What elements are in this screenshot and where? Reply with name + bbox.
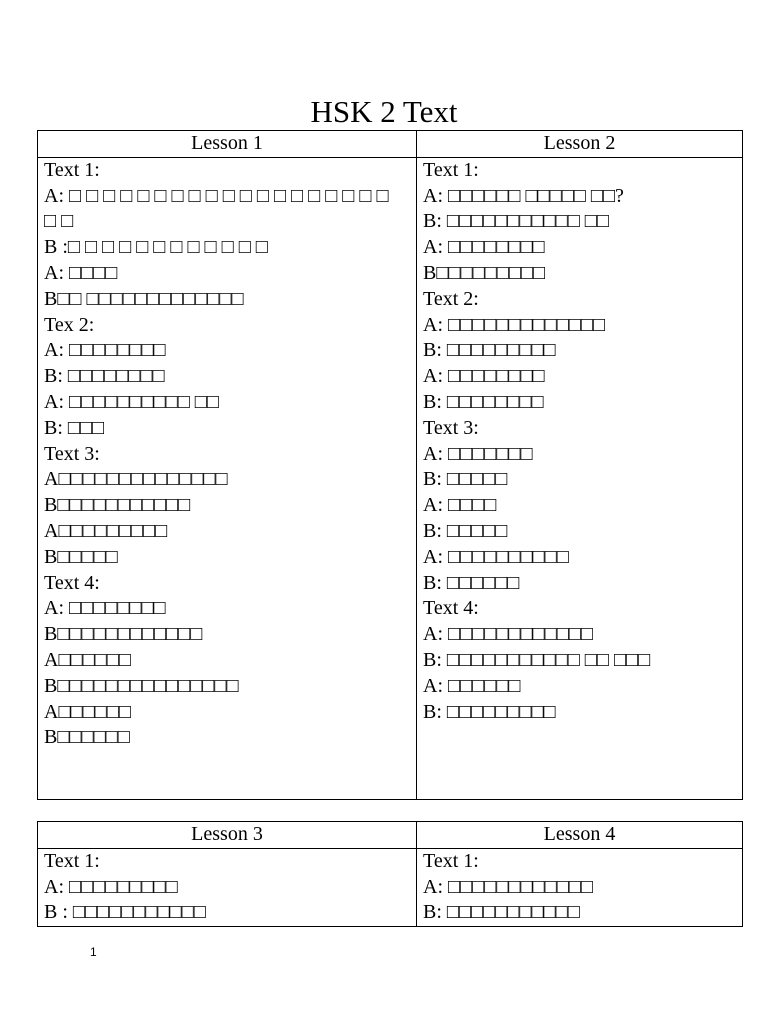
dialogue-line: A: □□□□□□□□□ xyxy=(44,875,178,898)
dialogue-line: A□□□□□□□□□□□□□□ xyxy=(44,468,228,491)
dialogue-line: B: □□□ xyxy=(44,416,105,439)
lessons-table-1 xyxy=(37,130,743,800)
dialogue-line: B□□□□□□□□□□□□□□□ xyxy=(44,674,239,697)
dialogue-line: B: □□□□□□□□□□□ xyxy=(423,901,580,924)
dialogue-line: B: □□□□□□ xyxy=(423,571,520,594)
dialogue-line: Text 3: xyxy=(423,416,479,439)
dialogue-line: A: □□□□ xyxy=(423,494,497,517)
dialogue-line: A□□□□□□ xyxy=(44,700,131,723)
dialogue-line: Text 4: xyxy=(44,571,100,594)
dialogue-line: A: □□□□□□□□□□ □□ xyxy=(44,390,219,413)
dialogue-line: A□□□□□□□□□ xyxy=(44,519,168,542)
dialogue-line: A: □□□□□□ xyxy=(423,674,521,697)
table-header-row xyxy=(38,131,743,158)
dialogue-line: Text 1: xyxy=(44,849,100,872)
lesson-4-heading: Lesson 4 xyxy=(417,822,743,849)
lesson-3-cell xyxy=(38,848,417,926)
dialogue-line: B: □□□□□□□□□ xyxy=(423,339,556,362)
page-number: 1 xyxy=(90,945,97,959)
dialogue-line: A: □□□□□□□□ xyxy=(423,236,545,259)
lesson-2-cell xyxy=(417,157,743,799)
dialogue-line: B: □□□□□□□□ xyxy=(44,365,165,388)
lesson-4-cell xyxy=(417,848,743,926)
dialogue-line: A: □□□□□□□□□□□□□ xyxy=(423,313,606,336)
dialogue-line: B: □□□□□□□□□□□ □□ xyxy=(423,210,609,233)
lesson-2-heading: Lesson 2 xyxy=(417,131,743,158)
dialogue-line: B□□□□□□ xyxy=(44,726,130,749)
dialogue-line: B :□ □ □ □ □ □ □ □ □ □ □ □ xyxy=(44,236,268,259)
dialogue-line: B : □□□□□□□□□□□ xyxy=(44,901,206,924)
dialogue-line: A□□□□□□ xyxy=(44,648,131,671)
lesson-1-cell xyxy=(38,157,417,799)
table-content-row xyxy=(38,157,743,799)
dialogue-line: B□□□□□□□□□ xyxy=(423,261,546,284)
lessons-table-2 xyxy=(37,821,743,927)
dialogue-line: A: □□□□ xyxy=(44,261,118,284)
dialogue-line: A: □□□□□□□□ xyxy=(44,597,166,620)
dialogue-line: B□□□□□□□□□□□ xyxy=(44,494,191,517)
dialogue-line: B: □□□□□ xyxy=(423,468,508,491)
dialogue-line: A: □□□□□□□□□□□□ xyxy=(423,623,593,646)
dialogue-line: Text 1: xyxy=(423,849,479,872)
lesson-3-heading: Lesson 3 xyxy=(38,822,417,849)
dialogue-line: A: □□□□□□□ xyxy=(423,442,533,465)
dialogue-line: Text 1: xyxy=(44,158,100,181)
dialogue-line: A: □□□□□□□□ xyxy=(423,365,545,388)
dialogue-line: B: □□□□□ xyxy=(423,519,508,542)
dialogue-line: B□□ □□□□□□□□□□□□□ xyxy=(44,287,244,310)
dialogue-line: Text 1: xyxy=(423,158,479,181)
dialogue-line: A: □□□□□□□□□□□□ xyxy=(423,875,593,898)
dialogue-line: B□□□□□ xyxy=(44,545,118,568)
dialogue-line: B□□□□□□□□□□□□ xyxy=(44,623,203,646)
dialogue-line: □ □ xyxy=(44,210,74,233)
dialogue-line: A: □ □ □ □ □ □ □ □ □ □ □ □ □ □ □ □ □ □ □ xyxy=(44,184,389,207)
table-header-row xyxy=(38,822,743,849)
dialogue-line: B: □□□□□□□□□□□ □□ □□□ xyxy=(423,648,651,671)
dialogue-line: Tex 2: xyxy=(44,313,95,336)
dialogue-line: B: □□□□□□□□ xyxy=(423,390,544,413)
table-content-row xyxy=(38,848,743,926)
lesson-1-heading: Lesson 1 xyxy=(38,131,417,158)
dialogue-line: A: □□□□□□□□□□ xyxy=(423,545,569,568)
dialogue-line: Text 3: xyxy=(44,442,100,465)
dialogue-line: A: □□□□□□ □□□□□ □□? xyxy=(423,184,624,207)
document-title: HSK 2 Text xyxy=(310,94,458,129)
dialogue-line: Text 4: xyxy=(423,597,479,620)
dialogue-line: A: □□□□□□□□ xyxy=(44,339,166,362)
dialogue-line: Text 2: xyxy=(423,287,479,310)
dialogue-line: B: □□□□□□□□□ xyxy=(423,700,556,723)
